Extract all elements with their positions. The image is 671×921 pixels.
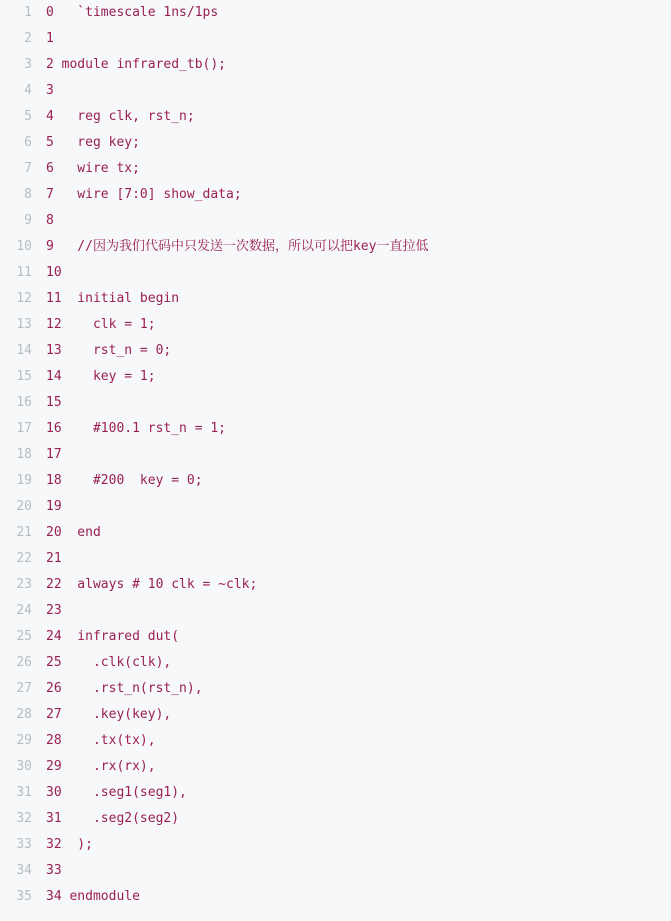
code-text: 32 );: [46, 837, 93, 852]
line-number: 2: [24, 31, 32, 46]
code-text: 0 `timescale 1ns/1ps: [46, 5, 219, 20]
code-text: 28 .tx(tx),: [46, 733, 156, 748]
line-number: 11: [16, 265, 32, 280]
code-text: 16 #100.1 rst_n = 1;: [46, 421, 227, 436]
code-text: 11 initial begin: [46, 291, 180, 306]
code-text: 34 endmodule: [46, 889, 140, 904]
line-number: 19: [16, 473, 32, 488]
line-number: 31: [16, 785, 32, 800]
code-text: 8: [46, 213, 54, 228]
code-line: [0, 416, 671, 442]
line-number: 24: [16, 603, 32, 618]
code-line: [0, 572, 671, 598]
code-text: 20 end: [46, 525, 101, 540]
line-number: 35: [16, 889, 32, 904]
line-number: 23: [16, 577, 32, 592]
code-line: [0, 468, 671, 494]
code-text: 27 .key(key),: [46, 707, 172, 722]
line-number: 1: [24, 5, 32, 20]
code-line: [0, 338, 671, 364]
code-text: 31 .seg2(seg2): [46, 811, 180, 826]
line-number: 20: [16, 499, 32, 514]
code-text: 15: [46, 395, 62, 410]
code-text: 25 .clk(clk),: [46, 655, 172, 670]
line-number: 22: [16, 551, 32, 566]
code-text: 10: [46, 265, 62, 280]
line-number: 32: [16, 811, 32, 826]
code-line: [0, 0, 671, 26]
line-number: 26: [16, 655, 32, 670]
code-text: 9 //因为我们代码中只发送一次数据，所以可以把key一直拉低: [46, 239, 429, 254]
line-number: 7: [24, 161, 32, 176]
code-line: [0, 806, 671, 832]
code-line: [0, 598, 671, 624]
code-text: 30 .seg1(seg1),: [46, 785, 187, 800]
code-line: [0, 182, 671, 208]
code-text: 12 clk = 1;: [46, 317, 156, 332]
code-line: [0, 650, 671, 676]
code-line: [0, 832, 671, 858]
code-line: [0, 78, 671, 104]
code-line: [0, 884, 671, 910]
line-number: 12: [16, 291, 32, 306]
code-text: 18 #200 key = 0;: [46, 473, 203, 488]
code-line: [0, 130, 671, 156]
code-line: [0, 546, 671, 572]
code-line: [0, 104, 671, 130]
code-text: 19: [46, 499, 62, 514]
code-text: 3: [46, 83, 54, 98]
line-number: 13: [16, 317, 32, 332]
code-text: 13 rst_n = 0;: [46, 343, 172, 358]
code-line: [0, 442, 671, 468]
code-line: [0, 624, 671, 650]
code-line: [0, 260, 671, 286]
line-number: 5: [24, 109, 32, 124]
code-text: 5 reg key;: [46, 135, 140, 150]
code-line: [0, 728, 671, 754]
code-line: [0, 520, 671, 546]
code-line: [0, 312, 671, 338]
line-number: 27: [16, 681, 32, 696]
code-line: [0, 702, 671, 728]
code-line: [0, 52, 671, 78]
line-number: 28: [16, 707, 32, 722]
code-line: [0, 494, 671, 520]
code-line: [0, 156, 671, 182]
line-number: 14: [16, 343, 32, 358]
code-line: [0, 676, 671, 702]
line-number: 30: [16, 759, 32, 774]
code-line: [0, 390, 671, 416]
line-number: 34: [16, 863, 32, 878]
line-number: 10: [16, 239, 32, 254]
code-line: [0, 858, 671, 884]
code-text: 6 wire tx;: [46, 161, 140, 176]
code-line: [0, 208, 671, 234]
line-number: 16: [16, 395, 32, 410]
code-text: 33: [46, 863, 62, 878]
line-number: 21: [16, 525, 32, 540]
code-text: 4 reg clk, rst_n;: [46, 109, 195, 124]
code-text: 2 module infrared_tb();: [46, 57, 227, 72]
code-text: 24 infrared dut(: [46, 629, 180, 644]
line-number: 17: [16, 421, 32, 436]
line-number: 33: [16, 837, 32, 852]
code-text: 26 .rst_n(rst_n),: [46, 681, 203, 696]
code-text: 22 always # 10 clk = ~clk;: [46, 577, 258, 592]
code-text: 1: [46, 31, 54, 46]
line-number: 4: [24, 83, 32, 98]
code-text: 29 .rx(rx),: [46, 759, 156, 774]
line-number: 8: [24, 187, 32, 202]
line-number: 18: [16, 447, 32, 462]
code-text: 17: [46, 447, 62, 462]
line-number: 6: [24, 135, 32, 150]
line-number: 25: [16, 629, 32, 644]
code-line: [0, 234, 671, 260]
line-number: 9: [24, 213, 32, 228]
code-line: [0, 364, 671, 390]
code-line: [0, 26, 671, 52]
code-line: [0, 780, 671, 806]
line-number: 29: [16, 733, 32, 748]
code-line: [0, 754, 671, 780]
code-text: 21: [46, 551, 62, 566]
code-text: 23: [46, 603, 62, 618]
line-number: 3: [24, 57, 32, 72]
code-line: [0, 286, 671, 312]
line-number: 15: [16, 369, 32, 384]
code-text: 14 key = 1;: [46, 369, 156, 384]
code-text: 7 wire [7:0] show_data;: [46, 187, 242, 202]
